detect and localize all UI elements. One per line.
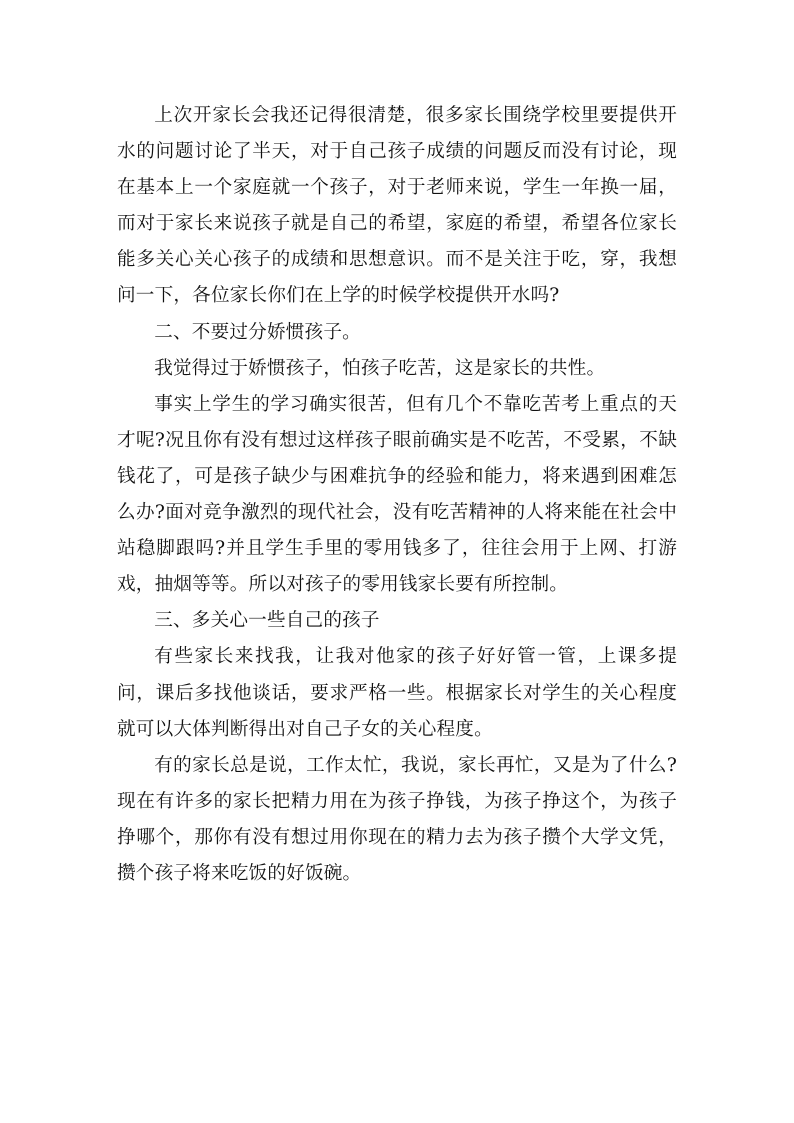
paragraph-busy-parents: 有的家长总是说，工作太忙，我说，家长再忙，又是为了什么?现在有许多的家长把精力用在为孩子挣钱，为孩子挣这个，为孩子挣哪个，那你有没有想过用你现在的精力去为孩子攒个大学文凭，攒个孩子将来吃饭的好饭碗。	[117, 754, 677, 884]
paragraph-parent-meeting-recollection: 上次开家长会我还记得很清楚，很多家长围绕学校里要提供开水的问题讨论了半天，对于自己孩子成绩的问题反而没有讨论，现在基本上一个家庭就一个孩子，对于老师来说，学生一年换一届，而对于家长来说孩子就是自己的希望，家庭的希望，希望各位家长能多关心关心孩子的成绩和思想意识。而不是关注于吃，穿，我想问一下，各位家长你们在上学的时候学校提供开水吗?	[117, 105, 677, 307]
paragraph-spoiling-common: 我觉得过于娇惯孩子，怕孩子吃苦，这是家长的共性。	[154, 357, 606, 379]
section-heading-do-not-spoil: 二、不要过分娇惯孩子。	[154, 321, 361, 343]
paragraph-hardship-and-pocket-money: 事实上学生的学习确实很苦，但有几个不靠吃苦考上重点的天才呢?况且你有没有想过这样孩子眼前确实是不吃苦，不受累，不缺钱花了，可是孩子缺少与困难抗争的经验和能力，将来遇到困难怎么办?面对竞争激烈的现代社会，没有吃苦精神的人将来能在社会中站稳脚跟吗?并且学生手里的零用钱多了，往往会用于上网、打游戏，抽烟等等。所以对孩子的零用钱家长要有所控制。	[117, 393, 677, 596]
paragraph-parents-request-attention: 有些家长来找我，让我对他家的孩子好好管一管，上课多提问，课后多找他谈话，要求严格一些。根据家长对学生的关心程度就可以大体判断得出对自己子女的关心程度。	[117, 646, 677, 740]
section-heading-care-more: 三、多关心一些自己的孩子	[154, 610, 380, 632]
document-body	[117, 98, 677, 892]
